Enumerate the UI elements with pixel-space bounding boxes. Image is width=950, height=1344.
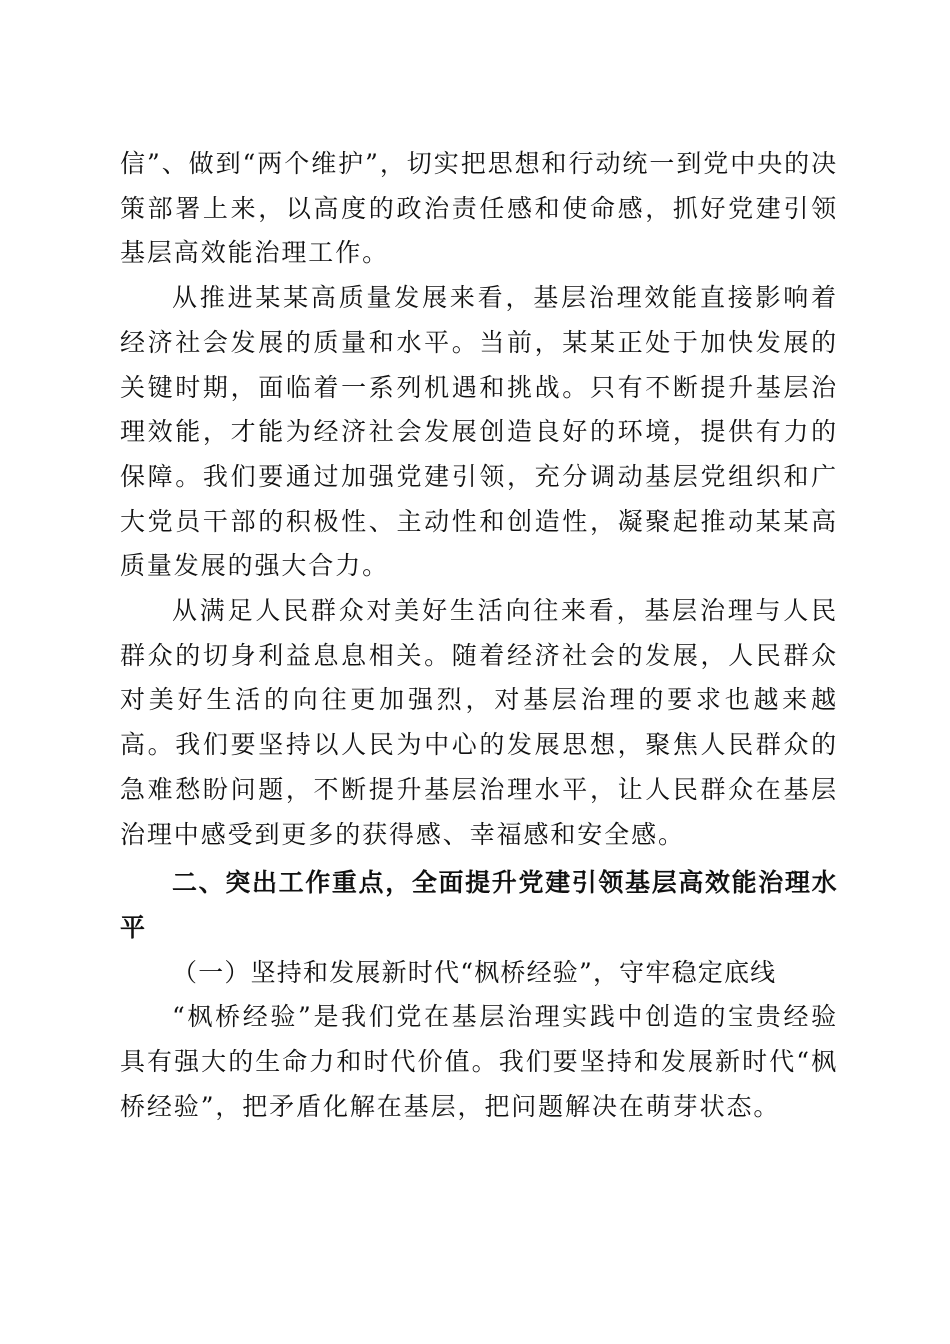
paragraph-fengqiao-experience: “枫桥经验”是我们党在基层治理实践中创造的宝贵经验具有强大的生命力和时代价值。我们要坚持和发展新时代“枫桥经验”，把矛盾化解在基层，把问题解决在萌芽状态。	[120, 1002, 838, 1121]
subsection-heading-one: （一）坚持和发展新时代“枫桥经验”，守牢稳定底线	[172, 957, 777, 987]
document-body	[120, 142, 838, 1129]
paragraph-development-perspective: 从推进某某高质量发展来看，基层治理效能直接影响着经济社会发展的质量和水平。当前，某某正处于加快发展的关键时期，面临着一系列机遇和挑战。只有不断提升基层治理效能，才能为经济社会发展创造良好的环境，提供有力的保障。我们要通过加强党建引领，充分调动基层党组织和广大党员干部的积极性、主动性和创造性，凝聚起推动某某高质量发展的强大合力。	[120, 283, 838, 581]
section-heading-two: 二、突出工作重点，全面提升党建引领基层高效能治理水平	[120, 868, 838, 942]
paragraph-continuation: 信”、做到“两个维护”，切实把思想和行动统一到党中央的决策部署上来，以高度的政治责任感和使命感，抓好党建引领基层高效能治理工作。	[120, 149, 838, 268]
paragraph-people-perspective: 从满足人民群众对美好生活向往来看，基层治理与人民群众的切身利益息息相关。随着经济社会的发展，人民群众对美好生活的向往更加强烈，对基层治理的要求也越来越高。我们要坚持以人民为中心的发展思想，聚焦人民群众的急难愁盼问题，不断提升基层治理水平，让人民群众在基层治理中感受到更多的获得感、幸福感和安全感。	[120, 596, 838, 849]
